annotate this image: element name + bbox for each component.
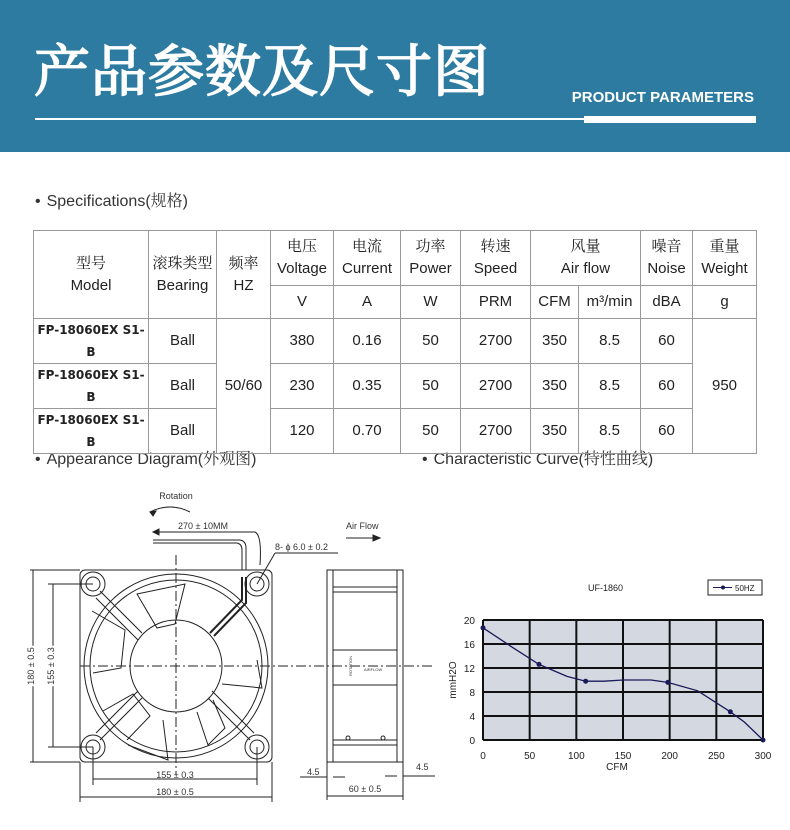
unit-a: A	[334, 286, 401, 319]
flange-left-label: 4.5	[307, 767, 320, 777]
data-point	[481, 625, 486, 630]
y-axis-label: mmH2O	[448, 661, 459, 699]
unit-prm: PRM	[461, 286, 531, 319]
y-tick-label: 8	[469, 688, 475, 699]
weight-value: 950	[693, 319, 757, 454]
table-row: FP-18060EX S1-B Ball 120 0.70 50 2700 350 8.5 60	[34, 409, 757, 454]
x-tick-label: 50	[524, 751, 536, 762]
x-tick-label: 0	[480, 751, 486, 762]
unit-w: W	[401, 286, 461, 319]
page-title: 产品参数及尺寸图	[34, 40, 490, 105]
data-point	[665, 680, 670, 685]
header-hz: 频率 HZ	[217, 231, 271, 319]
table-row: FP-18060EX S1-B Ball 50/60 380 0.16 50 2700 350 8.5 60 950	[34, 319, 757, 364]
unit-v: V	[271, 286, 334, 319]
chart-title: UF-1860	[588, 583, 624, 593]
header-current: 电流 Current	[334, 231, 401, 286]
height-outer-label: 180 ± 0.5	[26, 647, 36, 685]
width-inner-label: 155 ± 0.3	[156, 770, 194, 780]
header-airflow: 风量 Air flow	[531, 231, 641, 286]
flange-right-label: 4.5	[416, 762, 429, 772]
curve-heading: • Characteristic Curve(特性曲线)	[422, 446, 653, 469]
rotation-label: Rotation	[159, 491, 193, 501]
header-voltage: 电压 Voltage	[271, 231, 334, 286]
x-tick-label: 200	[661, 751, 679, 762]
data-point	[583, 679, 588, 684]
header-weight: 重量 Weight	[693, 231, 757, 286]
cable-length-label: 270 ± 10MM	[178, 521, 228, 531]
characteristic-chart	[440, 570, 785, 780]
spec-table	[33, 230, 757, 454]
legend-marker-icon	[721, 586, 725, 590]
specs-heading: • Specifications(规格)	[35, 188, 188, 211]
x-tick-label: 300	[754, 751, 772, 762]
airflow-label: Air Flow	[346, 521, 379, 531]
width-outer-label: 180 ± 0.5	[156, 787, 194, 797]
divider-accent	[584, 116, 756, 123]
hz-value: 50/60	[217, 319, 271, 454]
data-point	[761, 738, 766, 743]
appearance-heading: • Appearance Diagram(外观图)	[35, 446, 256, 469]
y-tick-label: 12	[463, 664, 475, 675]
x-tick-label: 150	[614, 751, 632, 762]
rotation-mark-label: ROTATION	[348, 655, 353, 676]
fan-blades	[92, 584, 262, 760]
depth-label: 60 ± 0.5	[348, 784, 382, 794]
header-bearing: 滚珠类型 Bearing	[149, 231, 217, 319]
holes-label: 8- ϕ 6.0 ± 0.2	[275, 542, 329, 552]
unit-cfm: CFM	[531, 286, 579, 319]
y-tick-label: 4	[469, 712, 475, 723]
page-subtitle: PRODUCT PARAMETERS	[571, 89, 754, 106]
y-tick-label: 20	[463, 616, 475, 627]
header-noise: 噪音 Noise	[641, 231, 693, 286]
header-model: 型号 Model	[34, 231, 149, 319]
height-inner-label: 155 ± 0.3	[46, 647, 56, 685]
header-speed: 转速 Speed	[461, 231, 531, 286]
unit-m3: m³/min	[579, 286, 641, 319]
unit-g: g	[693, 286, 757, 319]
appearance-diagram	[0, 480, 440, 820]
y-tick-label: 0	[469, 736, 475, 747]
x-tick-label: 250	[707, 751, 725, 762]
unit-dba: dBA	[641, 286, 693, 319]
table-row: FP-18060EX S1-B Ball 230 0.35 50 2700 350 8.5 60	[34, 364, 757, 409]
header-banner	[0, 0, 790, 152]
header-power: 功率 Power	[401, 231, 461, 286]
data-point	[728, 709, 733, 714]
airflow-mark-label: AIRFLOW	[364, 667, 383, 672]
legend-label: 50HZ	[735, 584, 755, 593]
x-axis-label: CFM	[606, 762, 628, 773]
x-tick-label: 100	[567, 751, 585, 762]
data-point	[537, 662, 542, 667]
y-tick-label: 16	[463, 640, 475, 651]
